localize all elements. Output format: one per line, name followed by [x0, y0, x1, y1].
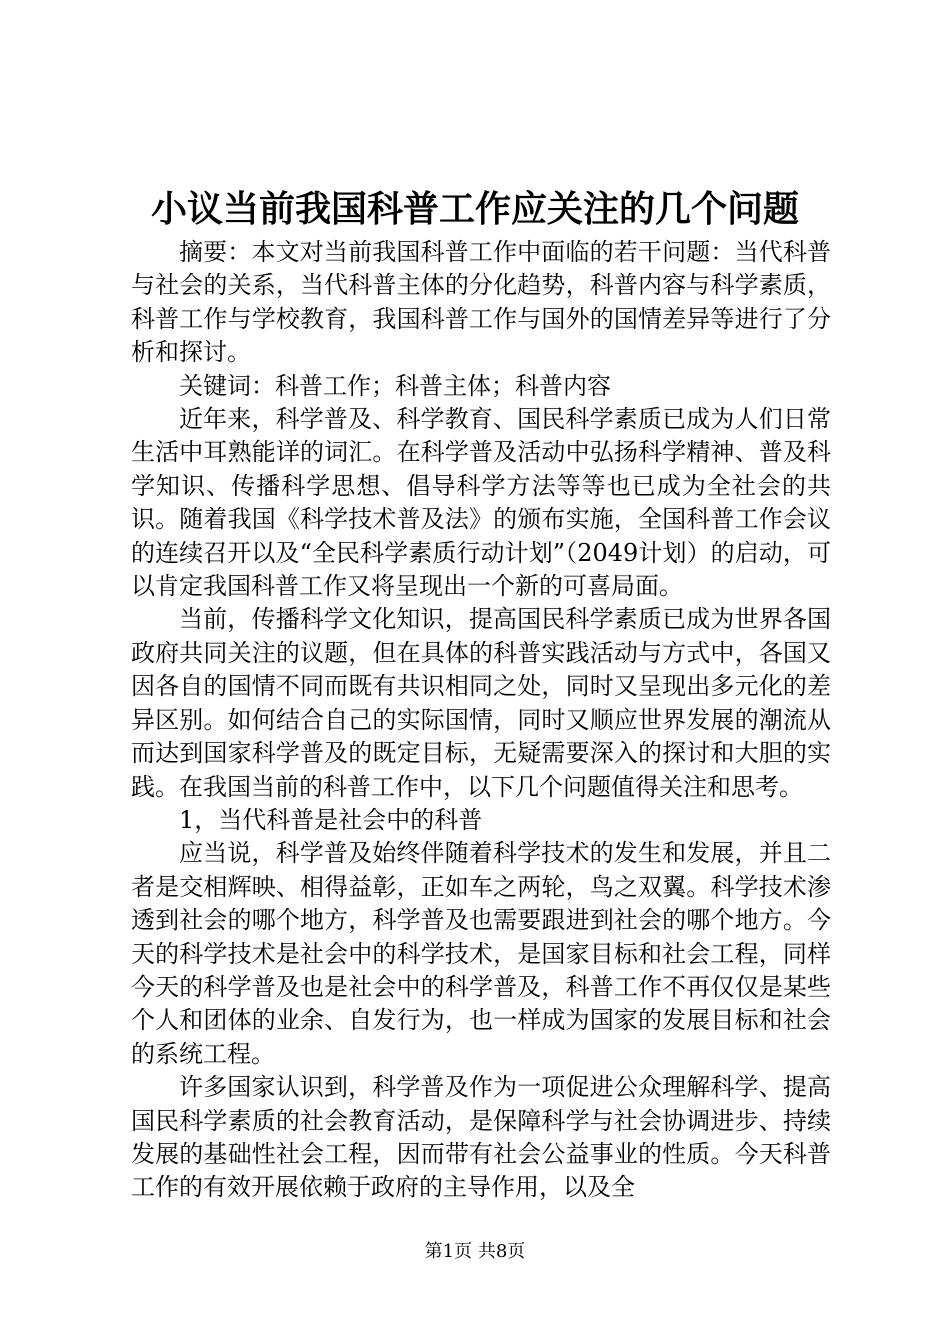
- body-paragraph: 近年来，科学普及、科学教育、国民科学素质已成为人们日常生活中耳熟能详的词汇。在科学普及活动中弘扬科学精神、普及科学知识、传播科学思想、倡导科学方法等等也已成为全社会的共识。随着我国《科学技术普及法》的颁布实施，全国科普工作会议的连续召开以及“全民科学素质行动计划”（2049计划）的启动，可以肯定我国科普工作又将呈现出一个新的可喜局面。: [131, 405, 831, 601]
- section-heading: 1，当代科普是社会中的科普: [179, 805, 483, 834]
- document-title: 小议当前我国科普工作应关注的几个问题: [150, 188, 799, 230]
- abstract-paragraph: 摘要：本文对当前我国科普工作中面临的若干问题：当代科普与社会的关系，当代科普主体的分化趋势，科普内容与科学素质，科普工作与学校教育，我国科普工作与国外的国情差异等进行了分析和探讨。: [131, 238, 831, 367]
- body-paragraph: 许多国家认识到，科学普及作为一项促进公众理解科学、提高国民科学素质的社会教育活动，是保障科学与社会协调进步、持续发展的基础性社会工程，因而带有社会公益事业的性质。今天科普工作的有效开展依赖于政府的主导作用，以及全: [131, 1073, 831, 1202]
- body-paragraph: 应当说，科学普及始终伴随着科学技术的发生和发展，并且二者是交相辉映、相得益彰，正如车之两轮，鸟之双翼。科学技术渗透到社会的哪个地方，科学普及也需要跟进到社会的哪个地方。今天的科学技术是社会中的科学技术，是国家目标和社会工程，同样今天的科学普及也是社会中的科学普及，科普工作不再仅仅是某些个人和团体的业余、自发行为，也一样成为国家的发展目标和社会的系统工程。: [131, 839, 831, 1068]
- page-footer: 第1页 共8页: [424, 1241, 526, 1262]
- document-body: [131, 236, 831, 1205]
- keywords-paragraph: 关键词：科普工作；科普主体；科普内容: [179, 371, 611, 400]
- body-paragraph: 当前，传播科学文化知识，提高国民科学素质已成为世界各国政府共同关注的议题，但在具体的科普实践活动与方式中，各国又因各自的国情不同而既有共识相同之处，同时又呈现出多元化的差异区别。如何结合自己的实际国情，同时又顺应世界发展的潮流从而达到国家科学普及的既定目标，无疑需要深入的探讨和大胆的实践。在我国当前的科普工作中，以下几个问题值得关注和思考。: [131, 605, 831, 801]
